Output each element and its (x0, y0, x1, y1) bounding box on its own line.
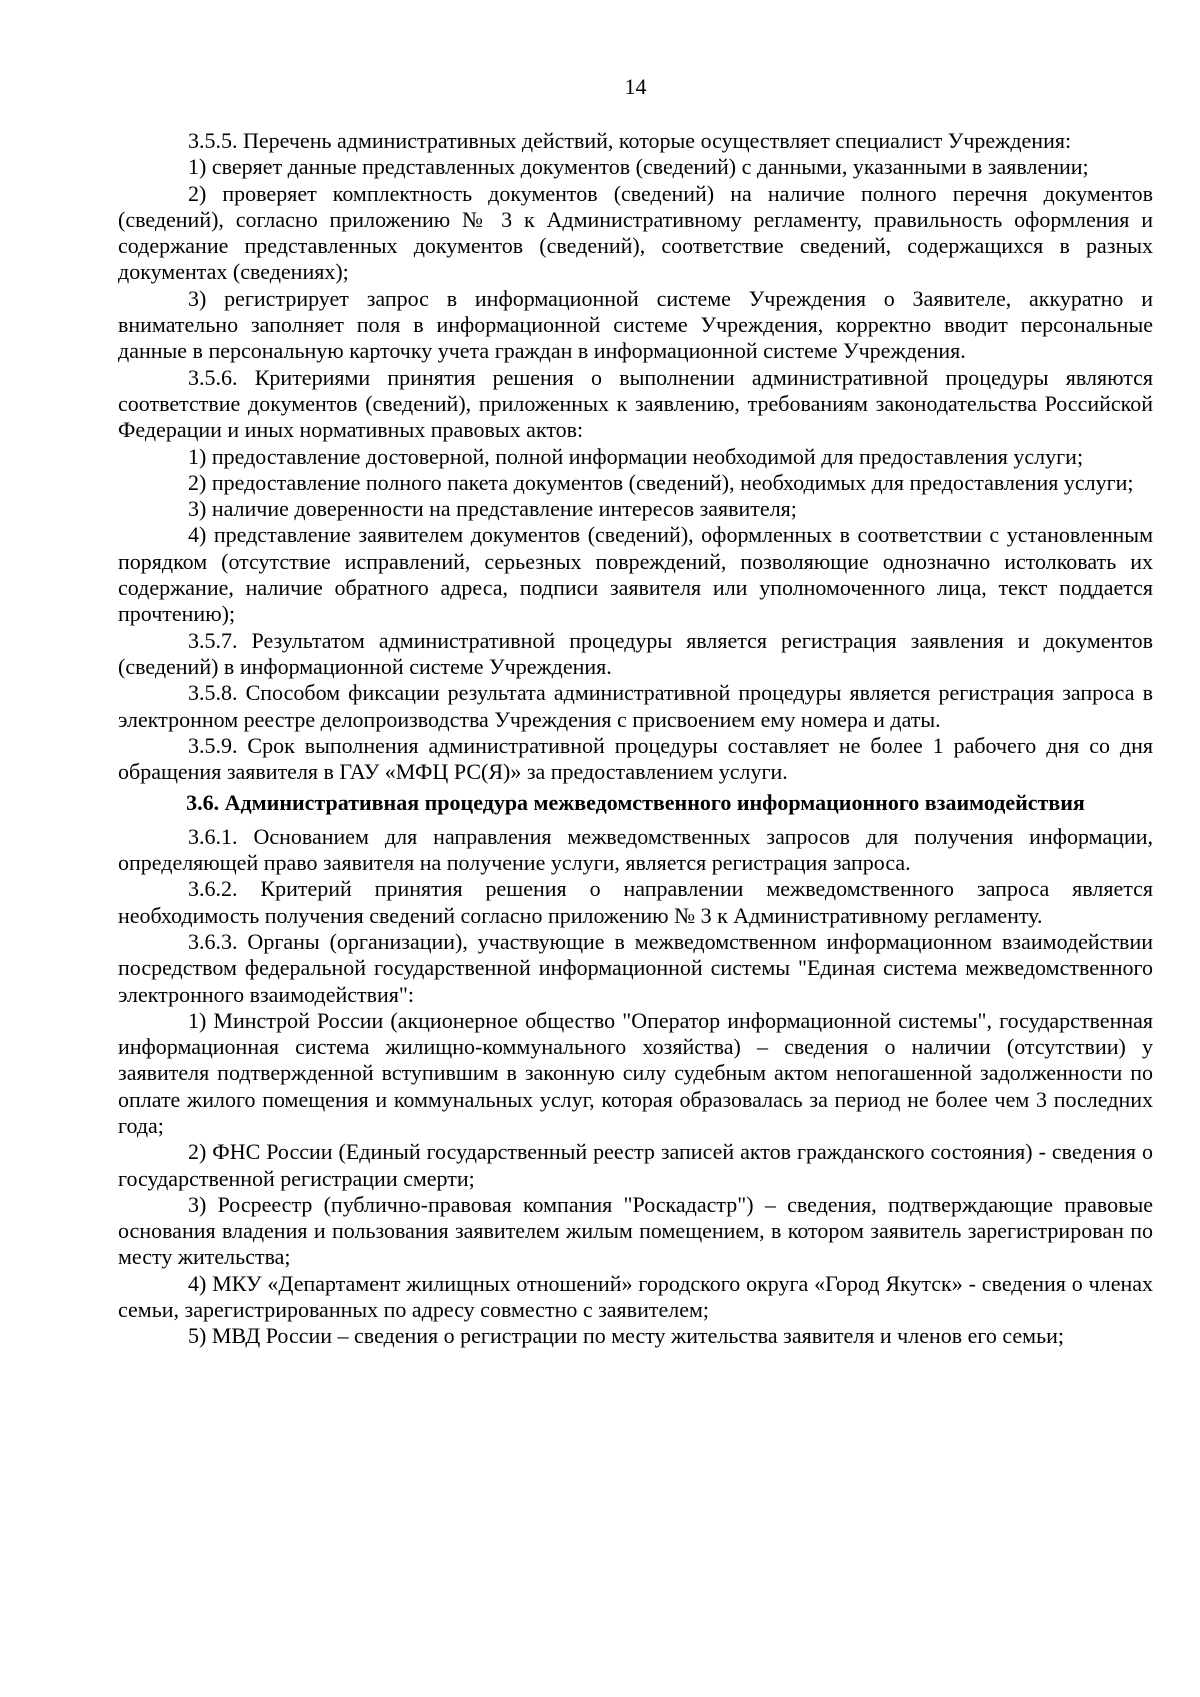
paragraph-3-5-8: 3.5.8. Способом фиксации результата административной процедуры является регистрация запроса в электронном реестре делопроизводства Учреждения с присвоением ему номера и даты. (118, 680, 1153, 732)
paragraph-3-5-9: 3.5.9. Срок выполнения административной процедуры составляет не более 1 рабочего дня со дня обращения заявителя в ГАУ «МФЦ РС(Я)» за предоставлением услуги. (118, 732, 1153, 785)
list-item: 5) МВД России – сведения о регистрации по месту жительства заявителя и членов его семьи; (188, 1323, 1064, 1349)
list-item: 1) сверяет данные представленных документов (сведений) с данными, указанными в заявлении; (188, 154, 1089, 180)
paragraph-3-6-2: 3.6.2. Критерий принятия решения о направлении межведомственного запроса является необходимость получения сведений согласно приложению № 3 к Административному регламенту. (118, 876, 1153, 928)
list-item: 3) Росреестр (публично-правовая компания "Роскадастр") – сведения, подтверждающие правовые основания владения и пользования заявителем жилым помещением, в котором заявитель зарегистрирован по месту жительства; (118, 1191, 1153, 1270)
list-item: 2) проверяет комплектность документов (сведений) на наличие полного перечня документов (сведений), согласно приложению № 3 к Административному регламенту, правильность оформления и содержание представленных документов (сведений), соответствие сведений, содержащихся в разных документах (сведениях); (118, 180, 1153, 285)
list-item: 3) наличие доверенности на представление интересов заявителя; (188, 496, 797, 522)
list-item: 3) регистрирует запрос в информационной системе Учреждения о Заявителе, аккуратно и внимательно заполняет поля в информационной системе Учреждения, корректно вводит персональные данные в персональную карточку учета граждан в информационной системе Учреждения. (118, 285, 1153, 364)
paragraph-3-5-7: 3.5.7. Результатом административной процедуры является регистрация заявления и документов (сведений) в информационной системе Учреждения. (118, 627, 1153, 679)
section-heading: 3.6. Административная процедура межведомственного информационного взаимодействия (186, 790, 1085, 816)
paragraph-3-6-1: 3.6.1. Основанием для направления межведомственных запросов для получения информации, определяющей право заявителя на получение услуги, является регистрация запроса. (118, 823, 1153, 876)
list-item: 1) Минстрой России (акционерное общество "Оператор информационной системы", государственная информационная система жилищно-коммунального хозяйства) – сведения о наличии (отсутствии) у заявителя подтвержденной вступившим в законную силу судебным актом непогашенной задолженности по оплате жилого помещения и коммунальных услуг, которая образовалась за период не более чем 3 последних года; (118, 1007, 1153, 1138)
paragraph-3-5-5: 3.5.5. Перечень административных действий, которые осуществляет специалист Учреждения: (188, 128, 1072, 153)
list-item: 4) МКУ «Департамент жилищных отношений» городского округа «Город Якутск» - сведения о членах семьи, зарегистрированных по адресу совместно с заявителем; (118, 1270, 1153, 1323)
document-body (118, 128, 1153, 1350)
list-item: 4) представление заявителем документов (сведений), оформленных в соответствии с установленным порядком (отсутствие исправлений, серьезных повреждений, позволяющие однозначно истолковать их содержание, наличие обратного адреса, подписи заявителя или уполномоченного лица, текст поддается прочтению); (118, 522, 1153, 627)
paragraph-3-6-3: 3.6.3. Органы (организации), участвующие в межведомственном информационном взаимодействии посредством федеральной государственной информационной системы "Единая система межведомственного электронного взаимодействия": (118, 928, 1153, 1007)
list-item: 2) предоставление полного пакета документов (сведений), необходимых для предоставления услуги; (188, 469, 1134, 495)
list-item: 1) предоставление достоверной, полной информации необходимой для предоставления услуги; (188, 443, 1084, 469)
page-number: 14 (624, 74, 647, 99)
list-item: 2) ФНС России (Единый государственный реестр записей актов гражданского состояния) - сведения о государственной регистрации смерти; (118, 1139, 1153, 1191)
paragraph-3-5-6: 3.5.6. Критериями принятия решения о выполнении административной процедуры являются соответствие документов (сведений), приложенных к заявлению, требованиям законодательства Российской Федерации и иных нормативных правовых актов: (118, 364, 1153, 443)
